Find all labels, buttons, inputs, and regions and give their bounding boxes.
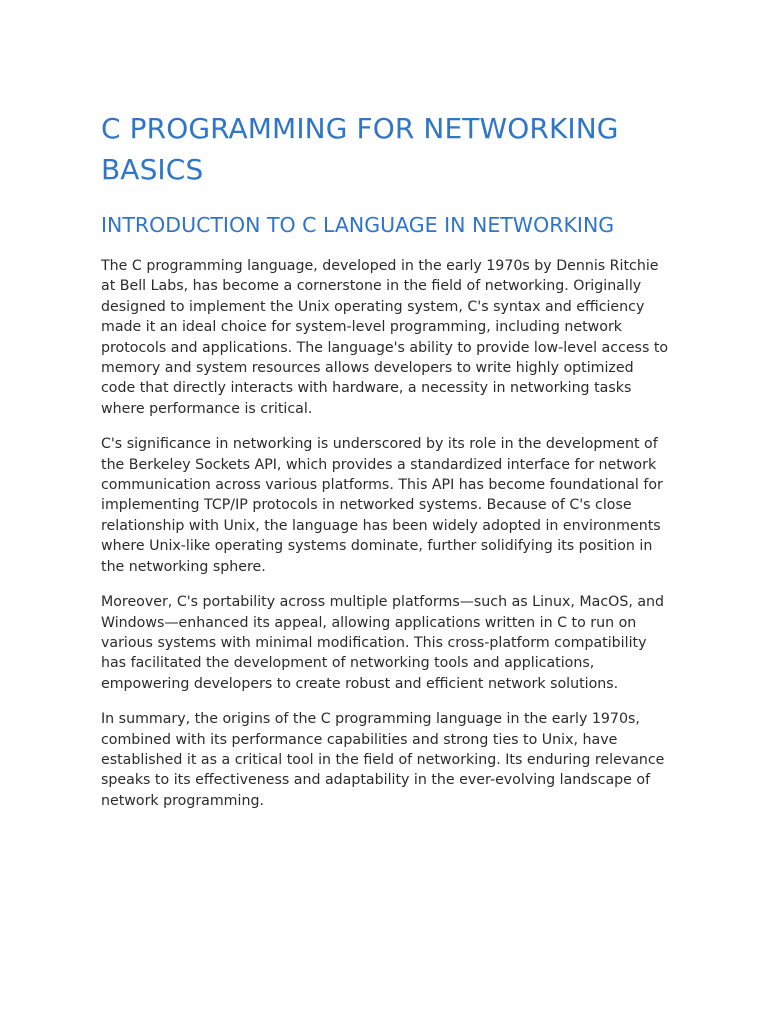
- paragraph-1: The C programming language, developed in the early 1970s by Dennis Ritchie at Bell Labs, has become a cornerstone in the field of networking. Originally designed to implement the Unix operating system, C's syntax and efficiency made it an ideal choice for system-level programming, including network protocols and applications. The language's ability to provide low-level access to memory and system resources allows developers to write highly optimized code that directly interacts with hardware, a necessity in networking tasks where performance is critical.: [101, 258, 669, 417]
- paragraph-2: C's significance in networking is underscored by its role in the development of the Berkeley Sockets API, which provides a standardized interface for network communication across various platforms. This API has become foundational for implementing TCP/IP protocols in networked systems. Because of C's close relationship with Unix, the language has been widely adopted in environments where Unix-like operating systems dominate, further solidifying its position in the networking sphere.: [101, 436, 663, 575]
- section-heading: INTRODUCTION TO C LANGUAGE IN NETWORKING: [101, 213, 615, 237]
- body-text: [101, 256, 671, 811]
- document-title: C PROGRAMMING FOR NETWORKING BASICS: [101, 112, 619, 186]
- paragraph-4: In summary, the origins of the C programming language in the early 1970s, combined with its performance capabilities and strong ties to Unix, have established it as a critical tool in the field of networking. Its enduring relevance speaks to its effectiveness and adaptability in the ever-evolving landscape of network programming.: [101, 711, 665, 809]
- document-page: [101, 108, 671, 811]
- paragraph-3: Moreover, C's portability across multiple platforms—such as Linux, MacOS, and Windows—enhanced its appeal, allowing applications written in C to run on various systems with minimal modification. This cross-platform compatibility has facilitated the development of networking tools and applications, empowering developers to create robust and efficient network solutions.: [101, 594, 665, 692]
